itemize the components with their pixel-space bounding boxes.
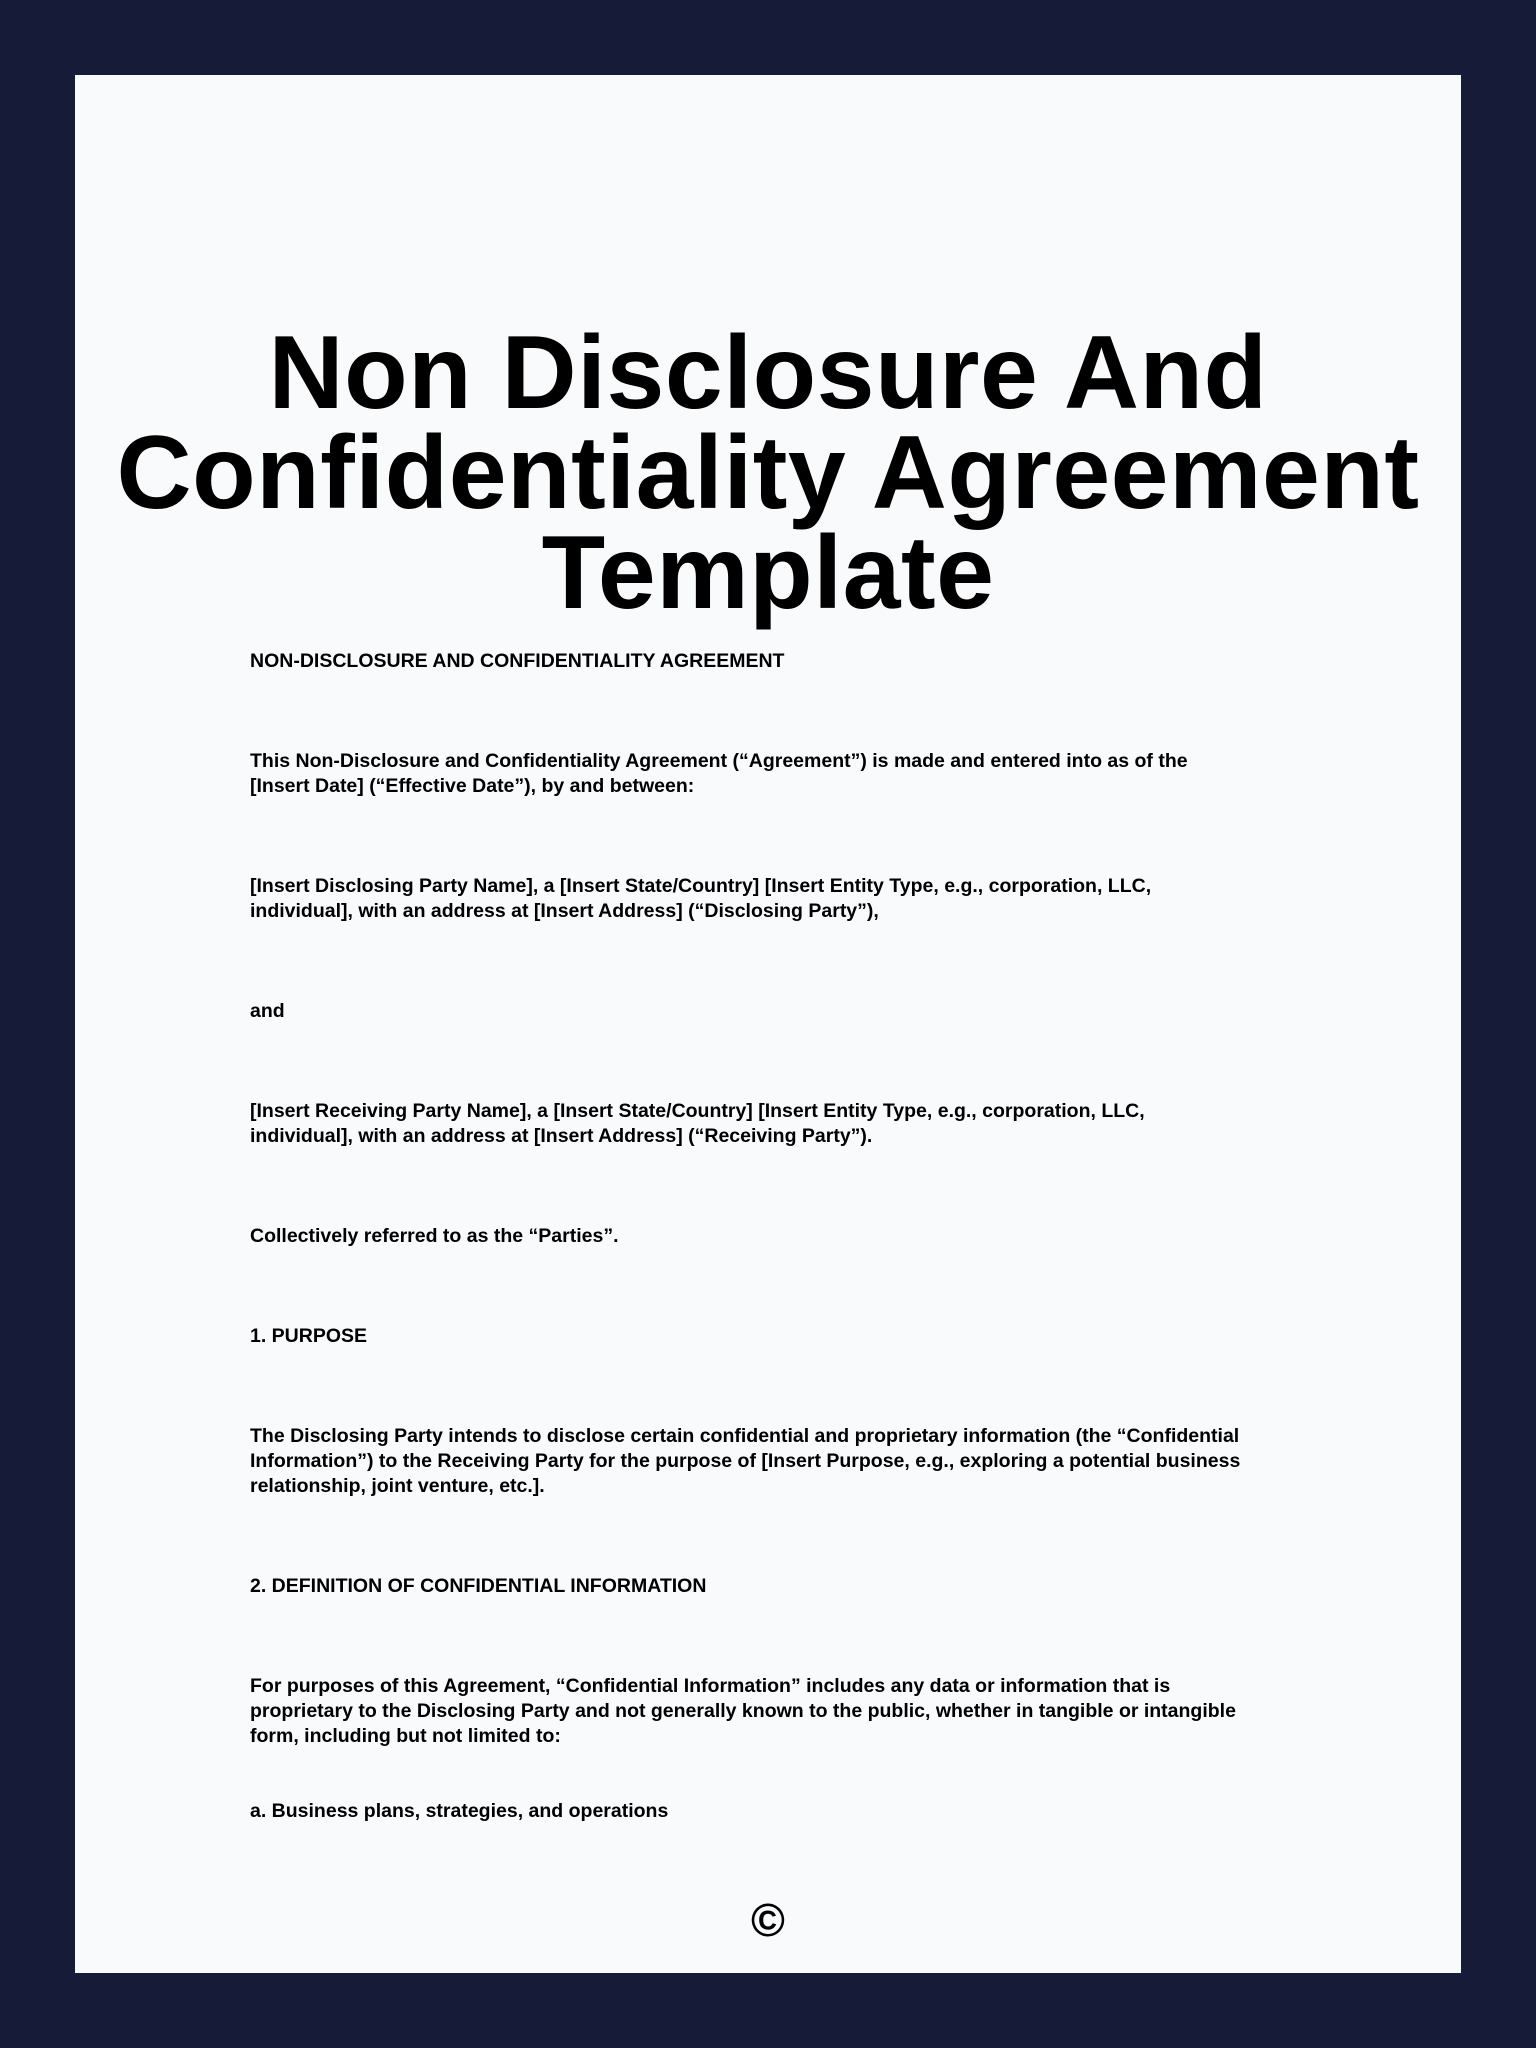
receiving-line-1: [Insert Receiving Party Name], a [Insert State/Country] [Insert Entity Type, e.g., corporation, LLC,: [250, 1100, 1145, 1122]
section-1-line-3: relationship, joint venture, etc.].: [250, 1475, 545, 1497]
receiving-party-paragraph: [250, 1099, 1145, 1149]
intro-line-2: [Insert Date] (“Effective Date”), by and between:: [250, 775, 695, 797]
section-2-line-2: proprietary to the Disclosing Party and not generally known to the public, whether in tangible or intangible: [250, 1700, 1236, 1722]
disclosing-party-paragraph: [250, 874, 1151, 924]
section-1-paragraph: [250, 1424, 1240, 1499]
and-text: and: [250, 1000, 285, 1022]
disclosing-line-2: individual], with an address at [Insert Address] (“Disclosing Party”),: [250, 900, 879, 922]
document-page: [75, 75, 1461, 1973]
document-title: [75, 315, 1461, 631]
intro-line-1: This Non-Disclosure and Confidentiality Agreement (“Agreement”) is made and entered into as of the: [250, 750, 1188, 772]
copyright-icon: ©: [751, 1894, 785, 1946]
section-2-paragraph: [250, 1674, 1236, 1749]
collectively-paragraph: Collectively referred to as the “Parties”.: [250, 1225, 619, 1247]
section-2-line-1: For purposes of this Agreement, “Confidential Information” includes any data or information that is: [250, 1675, 1171, 1697]
section-1-line-1: The Disclosing Party intends to disclose certain confidential and proprietary information (the “Confidential: [250, 1425, 1240, 1447]
disclosing-line-1: [Insert Disclosing Party Name], a [Insert State/Country] [Insert Entity Type, e.g., corporation, LLC,: [250, 875, 1152, 897]
list-item-a: a. Business plans, strategies, and operations: [250, 1800, 669, 1822]
section-1-heading: 1. PURPOSE: [250, 1325, 368, 1347]
agreement-heading: NON-DISCLOSURE AND CONFIDENTIALITY AGREEMENT: [250, 650, 785, 672]
section-2-line-3: form, including but not limited to:: [250, 1725, 561, 1747]
title-line-1: Non Disclosure And: [268, 315, 1268, 431]
section-2-heading: 2. DEFINITION OF CONFIDENTIAL INFORMATION: [250, 1575, 707, 1597]
section-1-line-2: Information”) to the Receiving Party for the purpose of [Insert Purpose, e.g., exploring a potential business: [250, 1450, 1241, 1472]
title-line-2: Confidentiality Agreement: [116, 415, 1420, 531]
intro-paragraph: [250, 749, 1188, 799]
title-line-3: Template: [541, 515, 995, 631]
receiving-line-2: individual], with an address at [Insert Address] (“Receiving Party”).: [250, 1125, 873, 1147]
